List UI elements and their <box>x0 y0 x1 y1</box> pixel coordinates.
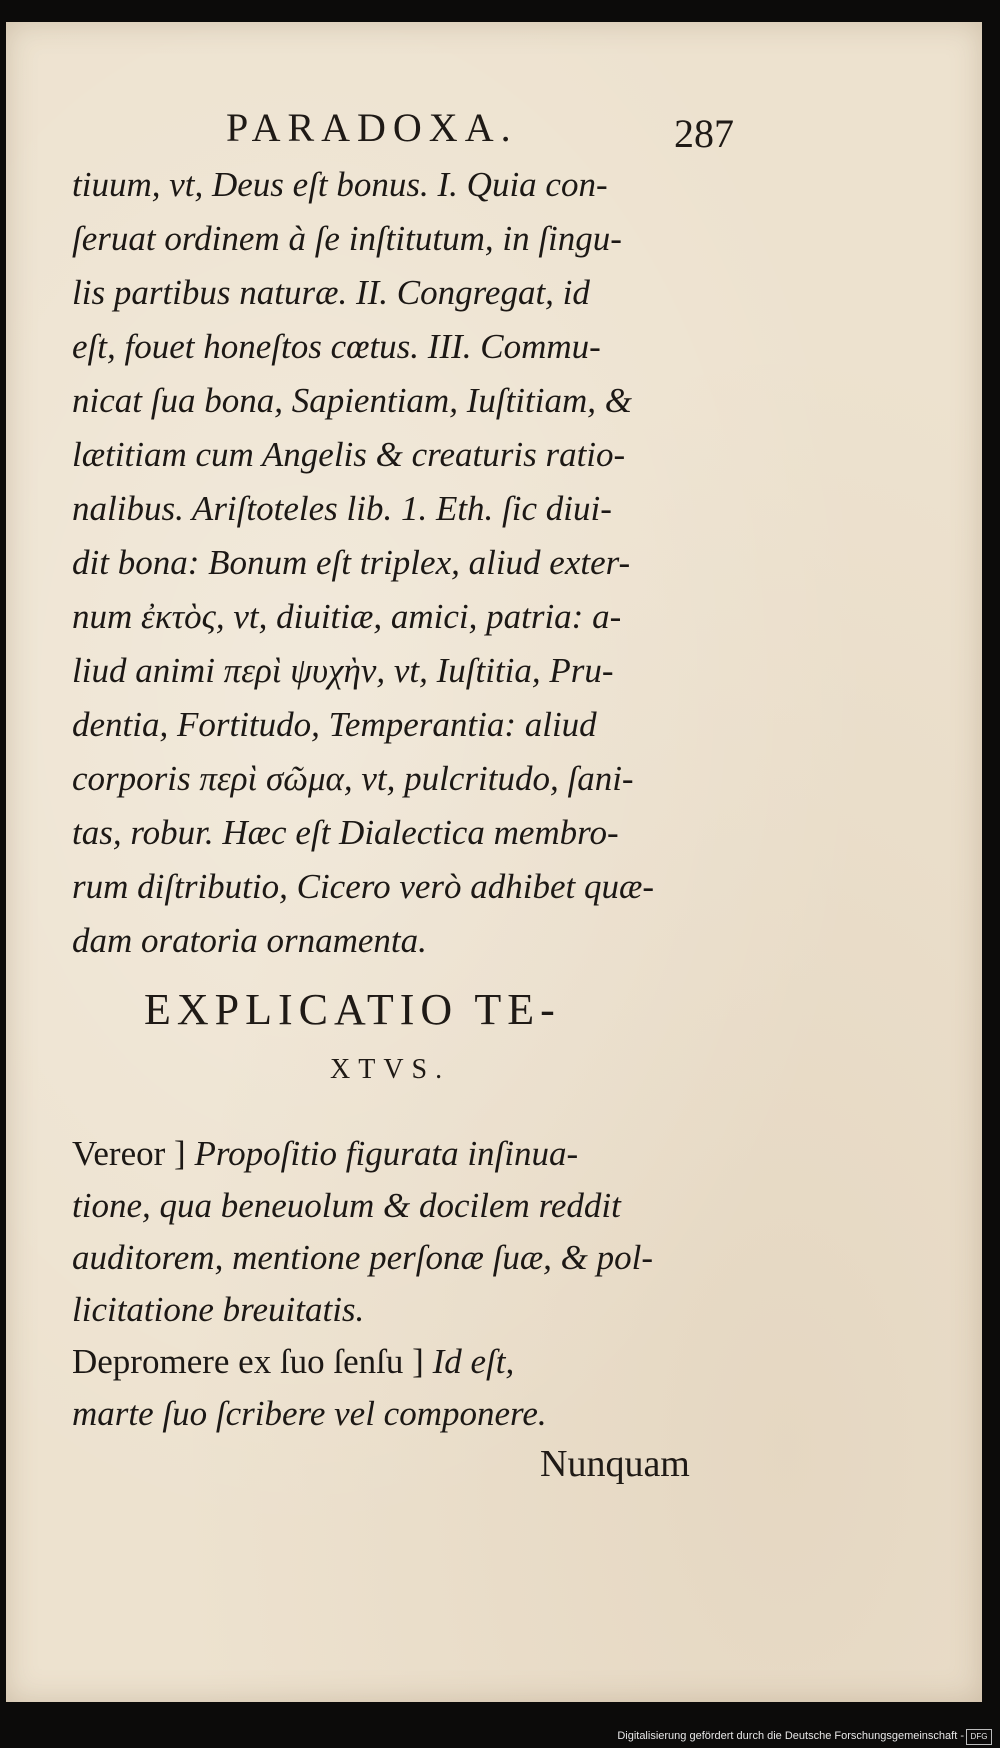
text-line <box>72 1336 762 1388</box>
running-head <box>6 84 982 154</box>
paragraph-2 <box>72 1128 762 1440</box>
commentary-text: licitatione breuitatis. <box>72 1290 365 1329</box>
dfg-logo-icon: DFG <box>966 1729 992 1745</box>
section-heading: EXPLICATIO TE- <box>144 985 561 1034</box>
commentary-text: Propoſitio figurata inſinua- <box>185 1134 579 1173</box>
text-line: num ἐκτὸς, vt, diuitiæ, amici, patria: a- <box>72 597 622 636</box>
lemma: Depromere ex ſuo ſenſu ] <box>72 1342 424 1381</box>
text-line: corporis περὶ σῶμα, vt, pulcritudo, ſani- <box>72 759 634 798</box>
text-line: dit bona: Bonum eſt triplex, aliud exter- <box>72 543 631 582</box>
text-line: ſeruat ordinem à ſe inſtitutum, in ſingu- <box>72 219 622 258</box>
commentary-text: tione, qua beneuolum & docilem reddit <box>72 1186 621 1225</box>
footer-credit: Digitalisierung gefördert durch die Deutsche Forschungsgemeinschaft - <box>617 1730 964 1742</box>
text-line <box>72 1388 762 1440</box>
section-heading-continuation: XTVS. <box>330 1054 451 1085</box>
text-line: rum diſtributio, Cicero verò adhibet quæ- <box>72 867 654 906</box>
commentary-text: marte ſuo ſcribere vel componere. <box>72 1394 547 1433</box>
text-line: nalibus. Ariſtoteles lib. 1. Eth. ſic diui- <box>72 489 612 528</box>
text-line: nicat ſua bona, Sapientiam, Iuſtitiam, & <box>72 381 632 420</box>
text-line <box>72 1284 762 1336</box>
paragraph-1 <box>72 158 752 968</box>
running-head-title: PARADOXA. <box>226 105 518 150</box>
text-line: dam oratoria ornamenta. <box>72 921 427 960</box>
text-line <box>72 1232 762 1284</box>
text-line <box>72 1180 762 1232</box>
text-line: lis partibus naturæ. II. Congregat, id <box>72 273 590 312</box>
text-line: liud animi περὶ ψυχὴν, vt, Iuſtitia, Pru- <box>72 651 614 690</box>
book-page <box>6 22 982 1702</box>
text-line: eſt, fouet honeſtos cœtus. III. Commu- <box>72 327 601 366</box>
text-line: tas, robur. Hæc eſt Dialectica membro- <box>72 813 619 852</box>
footer-bar <box>0 1726 1000 1748</box>
text-line: dentia, Fortitudo, Temperantia: aliud <box>72 705 597 744</box>
text-line <box>72 1128 762 1180</box>
lemma: Vereor ] <box>72 1134 186 1173</box>
page-number: 287 <box>674 111 734 156</box>
commentary-text: Id eſt, <box>423 1342 515 1381</box>
commentary-text: auditorem, mentione perſonæ ſuæ, & pol- <box>72 1238 654 1277</box>
text-line: tiuum, vt, Deus eſt bonus. I. Quia con- <box>72 165 608 204</box>
text-line: lætitiam cum Angelis & creaturis ratio- <box>72 435 626 474</box>
catchword: Nunquam <box>540 1443 690 1485</box>
